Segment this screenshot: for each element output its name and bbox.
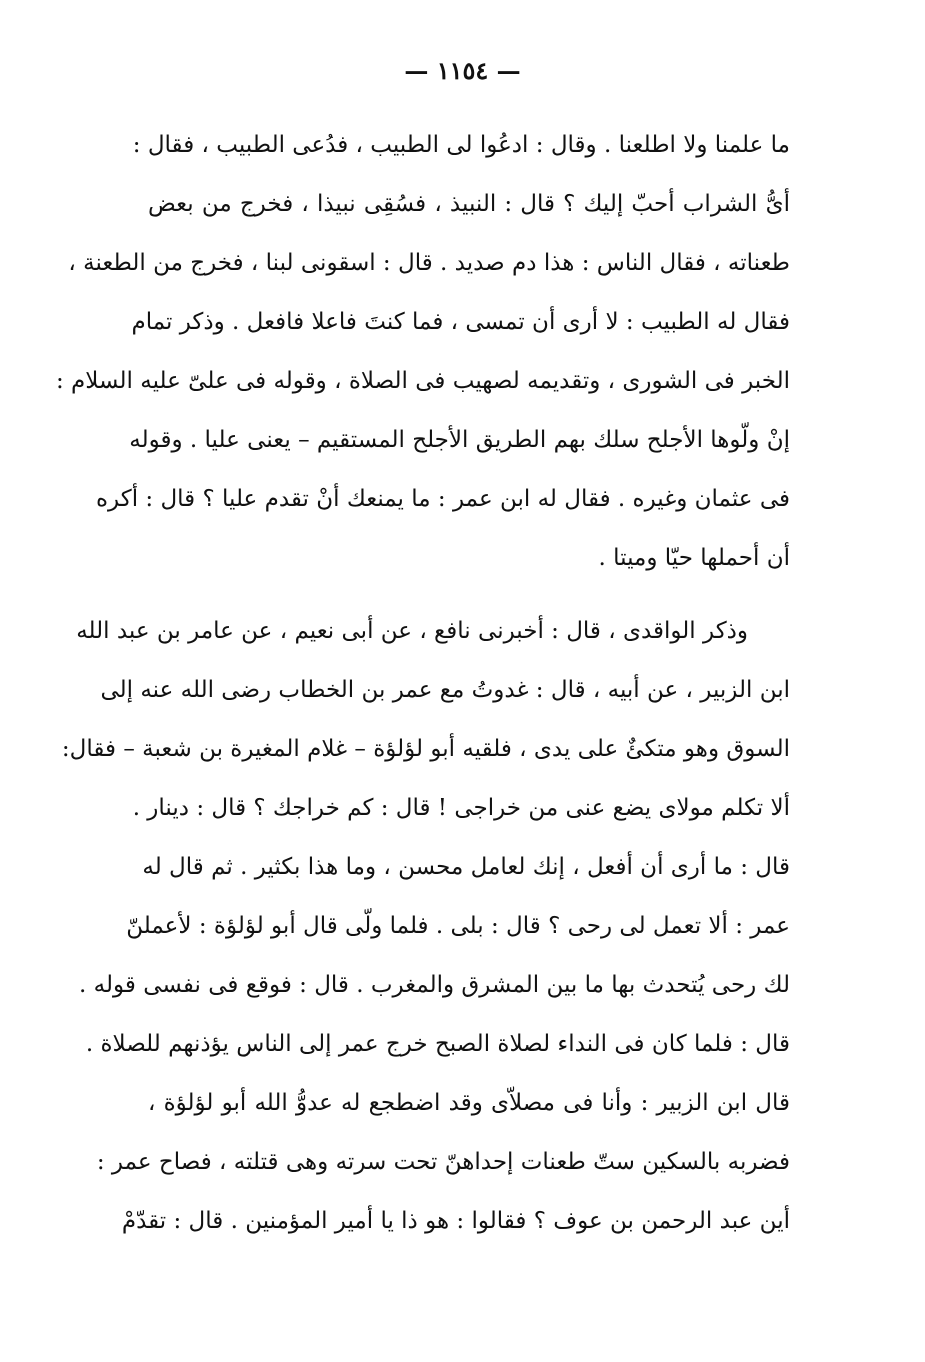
text-line: الخبر فى الشورى ، وتقديمه لصهيب فى الصلاة ، وقوله فى علىّ عليه السلام : <box>56 368 790 394</box>
text-line: قال ابن الزبير : وأنا فى مصلاّى وقد اضطجع له عدوُّ الله أبو لؤلؤة ، <box>148 1090 790 1116</box>
text-line: عمر : ألا تعمل لى رحى ؟ قال : بلى . فلما ولّى قال أبو لؤلؤة : لأعملنّ <box>126 913 790 939</box>
paragraph-2 <box>61 608 790 1257</box>
text-line: طعناته ، فقال الناس : هذا دم صديد . قال : اسقونى لبنا ، فخرج من الطعنة ، <box>68 250 790 276</box>
text-line: فضربه بالسكين ستّ طعنات إحداهنّ تحت سرته وهى قتلته ، فصاح عمر : <box>96 1149 790 1175</box>
text-line: ما علمنا ولا اطلعنا . وقال : ادعُوا لى الطبيب ، فدُعى الطبيب ، فقال : <box>132 132 790 158</box>
text-line: وذكر الواقدى ، قال : أخبرنى نافع ، عن أبى نعيم ، عن عامر بن عبد الله <box>76 618 748 644</box>
paragraph-1 <box>56 122 790 594</box>
text-line: ألا تكلم مولاى يضع عنى من خراجى ! قال : كم خراجك ؟ قال : دينار . <box>132 795 790 821</box>
text-line: أن أحملها حيّا وميتا . <box>598 545 790 571</box>
page-number: — ١١٥٤ — <box>404 56 521 85</box>
text-line: قال : فلما كان فى النداء لصلاة الصبح خرج عمر إلى الناس يؤذنهم للصلاة . <box>85 1031 790 1057</box>
text-line: أين عبد الرحمن بن عوف ؟ فقالوا : هو ذا يا أمير المؤمنين . قال : تقدّمْ <box>121 1208 790 1234</box>
text-line: لك رحى يُتحدث بها ما بين المشرق والمغرب . قال : فوقع فى نفسى قوله . <box>79 972 790 998</box>
text-line: فقال له الطبيب : لا أرى أن تمسى ، فما كنتَ فاعلا فافعل . وذكر تمام <box>131 309 790 335</box>
text-line: ابن الزبير ، عن أبيه ، قال : غدوتُ مع عمر بن الخطاب رضى الله عنه إلى <box>100 677 790 703</box>
text-line: فى عثمان وغيره . فقال له ابن عمر : ما يمنعك أنْ تقدم عليا ؟ قال : أكره <box>96 486 790 512</box>
text-line: أىُّ الشراب أحبّ إليك ؟ قال : النبيذ ، فسُقِى نبيذا ، فخرج من بعض <box>148 191 790 217</box>
text-line: إنْ ولّوها الأجلح سلك بهم الطريق الأجلح المستقيم – يعنى عليا . وقوله <box>129 427 790 453</box>
text-line: السوق وهو متكئٌ على يدى ، فلقيه أبو لؤلؤة – غلام المغيرة بن شعبة – فقال: <box>61 736 790 762</box>
text-line: قال : ما أرى أن أفعل ، إنك لعامل محسن ، وما هذا بكثير . ثم قال له <box>142 854 790 880</box>
